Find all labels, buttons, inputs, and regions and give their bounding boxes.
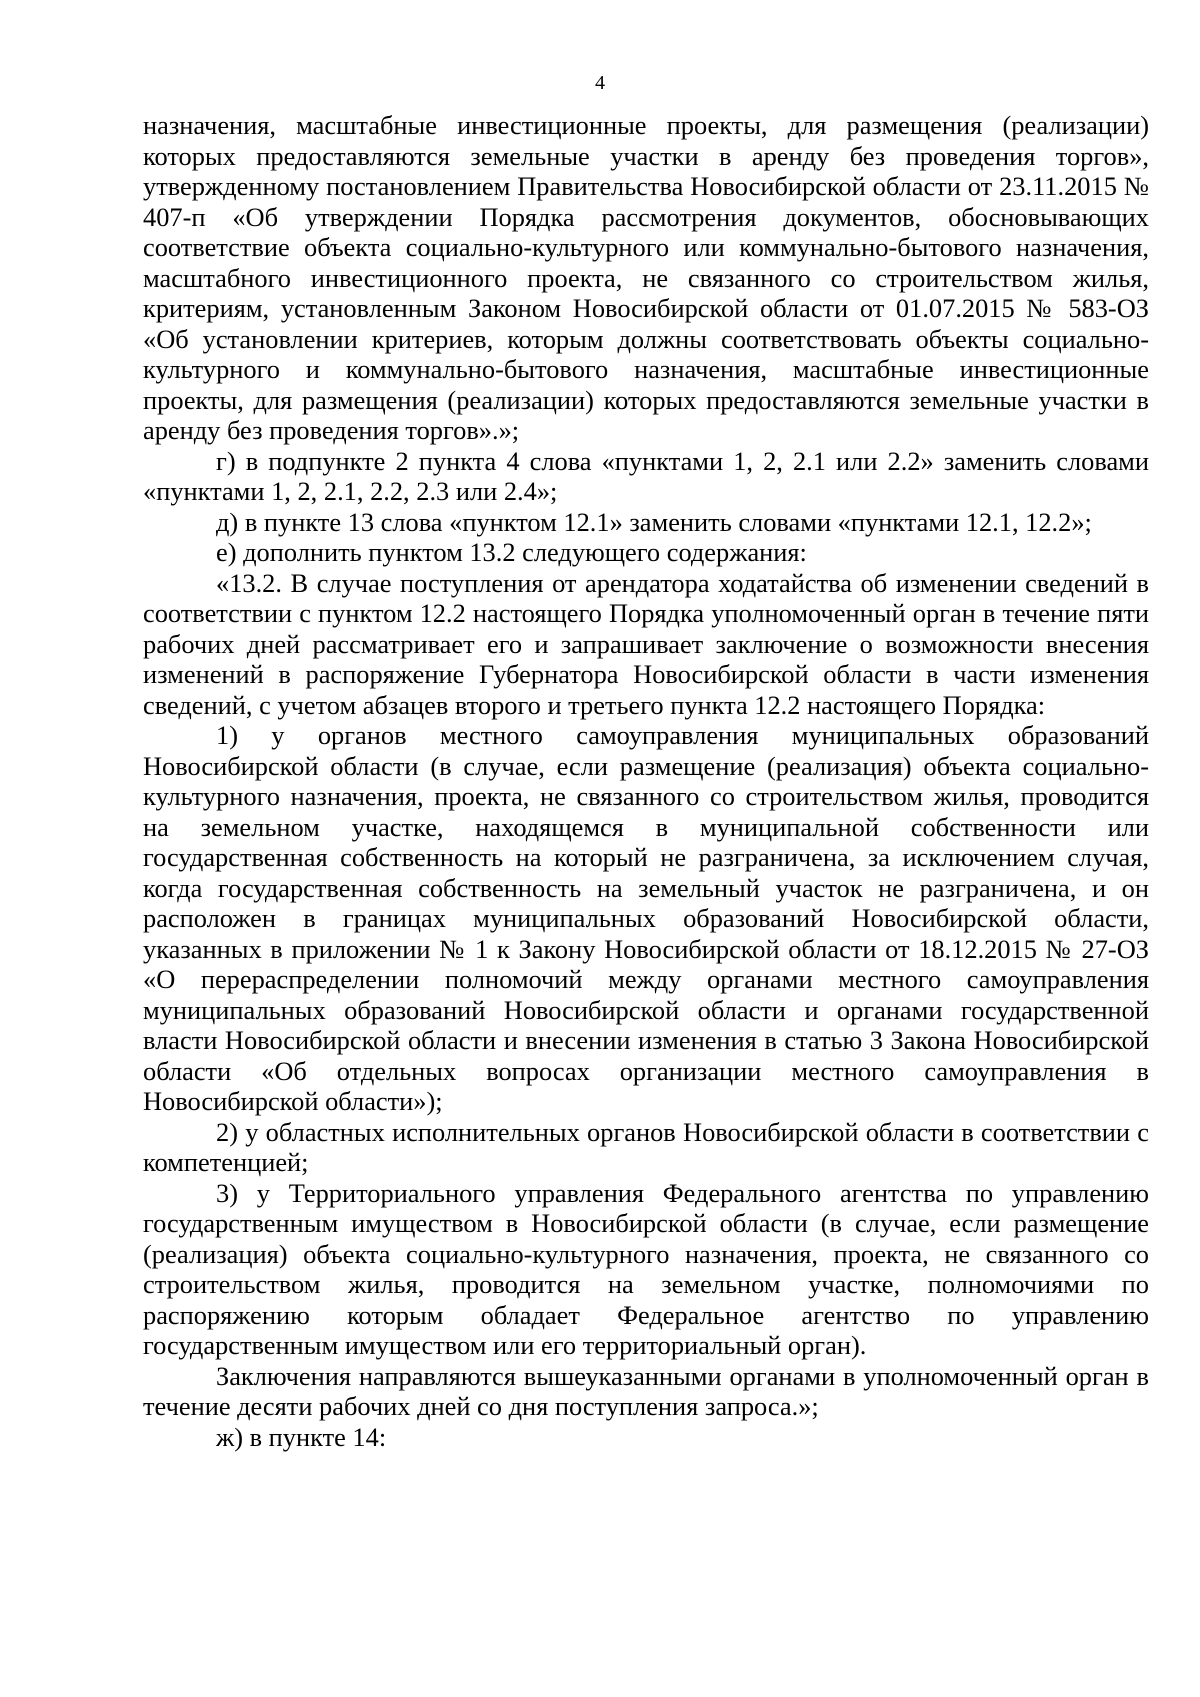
paragraph-continuation: назначения, масштабные инвестиционные проекты, для размещения (реализации) которых предоставляются земельные участки в аренду без проведения торгов», утвержденному постановлением Правительства Новосибирской области от 23.11.2015 № 407-п «Об утверждении Порядка рассмотрения документов, обосновывающих соответствие объекта социально-культурного или коммунально-бытового назначения, масштабного инвестиционного проекта, не связанного со строительством жилья, критериям, установленным Законом Новосибирской области от 01.07.2015 № 583-ОЗ «Об установлении критериев, которым должны соответствовать объекты социально-культурного и коммунально-бытового назначения, масштабные инвестиционные проекты, для размещения (реализации) которых предоставляются земельные участки в аренду без проведения торгов».»; — [143, 110, 1149, 445]
page-number: 4 — [595, 72, 605, 94]
paragraph-clause-13-2: «13.2. В случае поступления от арендатора ходатайства об изменении сведений в соответствии с пунктом 12.2 настоящего Порядка уполномоченный орган в течение пяти рабочих дней рассматривает его и запрашивает заключение о возможности внесения изменений в распоряжение Губернатора Новосибирской области в части изменения сведений, с учетом абзацев второго и третьего пункта 12.2 настоящего Порядка: — [143, 567, 1149, 720]
paragraph-item-zh: ж) в пункте 14: — [216, 1421, 387, 1452]
paragraph-subitem-2: 2) у областных исполнительных органов Новосибирской области в соответствии с компетенцией; — [143, 1116, 1149, 1177]
paragraph-item-d: д) в пункте 13 слова «пунктом 12.1» заменить словами «пунктами 12.1, 12.2»; — [216, 506, 1092, 537]
paragraph-item-e: е) дополнить пунктом 13.2 следующего содержания: — [216, 537, 807, 567]
document-body — [143, 110, 1149, 1452]
paragraph-conclusions: Заключения направляются вышеуказанными органами в уполномоченный орган в течение десяти рабочих дней со дня поступления запроса.»; — [143, 1360, 1149, 1421]
paragraph-subitem-1: 1) у органов местного самоуправления муниципальных образований Новосибирской области (в случае, если размещение (реализация) объекта социально-культурного назначения, проекта, не связанного со строительством жилья, проводится на земельном участке, находящемся в муниципальной собственности или государственная собственность на который не разграничена, за исключением случая, когда государственная собственность на земельный участок не разграничена, и он расположен в границах муниципальных образований Новосибирской области, указанных в приложении № 1 к Закону Новосибирской области от 18.12.2015 № 27-ОЗ «О перераспределении полномочий между органами местного самоуправления муниципальных образований Новосибирской области и органами государственной власти Новосибирской области и внесении изменения в статью 3 Закона Новосибирской области «Об отдельных вопросах организации местного самоуправления в Новосибирской области»); — [143, 720, 1149, 1116]
paragraph-subitem-3: 3) у Территориального управления Федерального агентства по управлению государственным имуществом в Новосибирской области (в случае, если размещение (реализация) объекта социально-культурного назначения, проекта, не связанного со строительством жилья, проводится на земельном участке, полномочиями по распоряжению которым обладает Федеральное агентство по управлению государственным имуществом или его территориальный орган). — [143, 1177, 1149, 1360]
paragraph-item-g: г) в подпункте 2 пункта 4 слова «пунктами 1, 2, 2.1 или 2.2» заменить словами «пунктами 1, 2, 2.1, 2.2, 2.3 или 2.4»; — [143, 445, 1149, 506]
